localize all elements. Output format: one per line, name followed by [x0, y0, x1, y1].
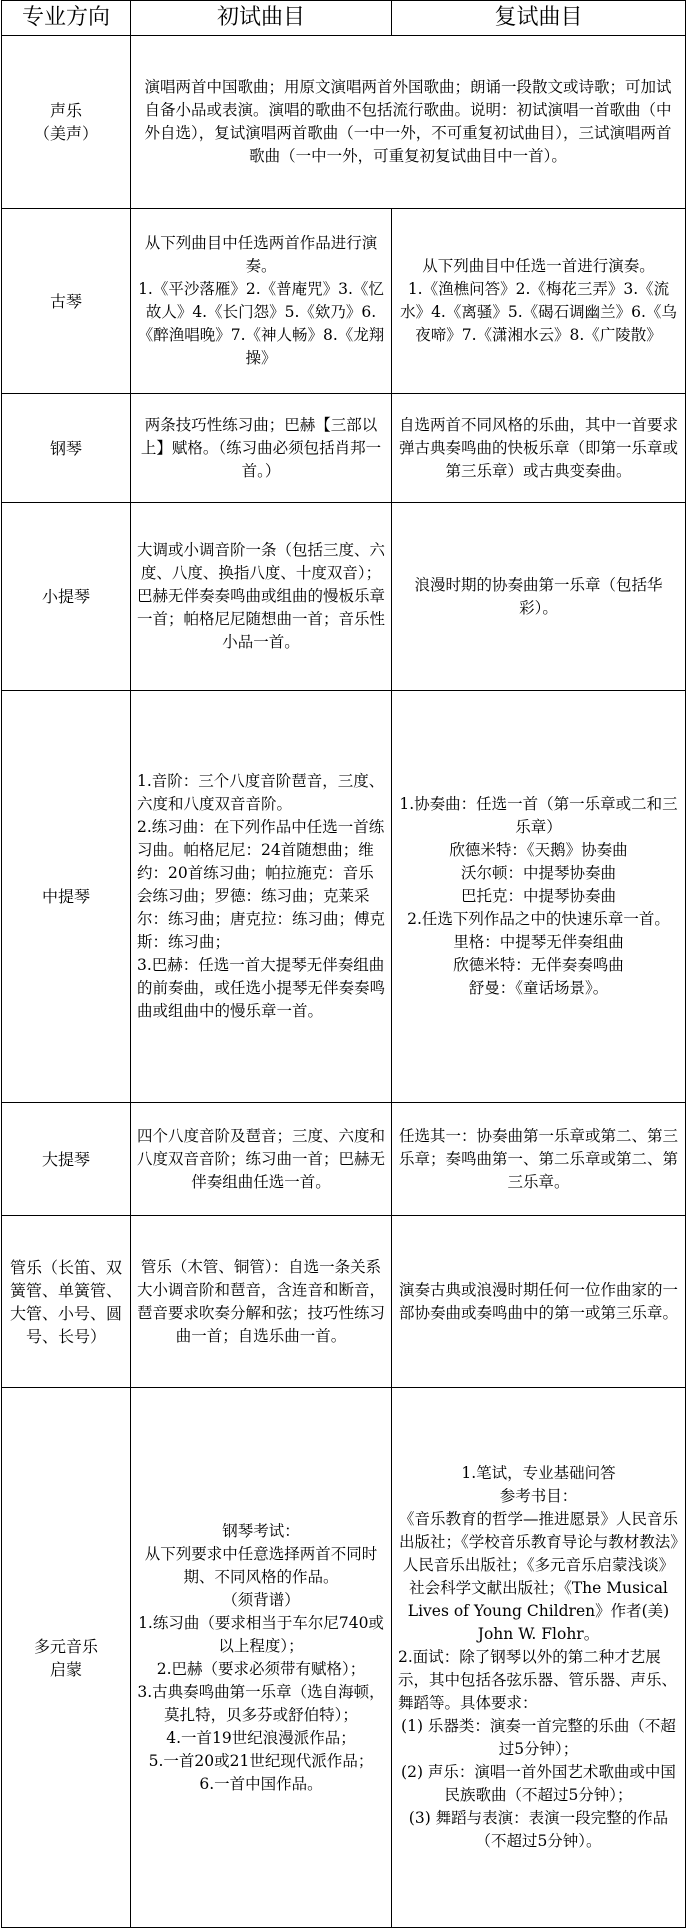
requirements-text: 1.音阶：三个八度音阶琶音，三度、六度和八度双音音阶。 — [137, 772, 385, 813]
requirements-text: 欣德米特：《天鹅》协奏曲 — [449, 841, 628, 859]
requirements-text: 舒曼：《童话场景》。 — [468, 979, 609, 997]
requirements-text: 沃尔顿：中提琴协奏曲 — [460, 864, 616, 882]
first-round-cell — [131, 209, 392, 394]
table-row-guqin — [2, 209, 686, 394]
requirements-text: 从下列曲目中任选两首作品进行演奏。 — [144, 234, 378, 275]
table-row-music-enlightenment — [2, 1388, 686, 1928]
requirements-text: 演唱两首中国歌曲；用原文演唱两首外国歌曲；朗诵一段散文或诗歌；可加试自备小品或表演。演唱的歌曲不包括流行歌曲。说明：初试演唱一首歌曲（中外自选），复试演唱两首歌曲（一中一外，不可重复初试曲目），三试演唱两首歌曲（一中一外，可重复初复试曲目中一首）。 — [144, 78, 672, 165]
direction-cell — [2, 691, 131, 1103]
first-round-cell — [131, 1388, 392, 1928]
requirements-text: 2.巴赫（要求必须带有赋格）； — [156, 1659, 366, 1678]
requirements-text: 钢琴考试： — [222, 1521, 300, 1540]
second-round-cell — [392, 209, 686, 394]
requirements-text: 浪漫时期的协奏曲第一乐章（包括华彩）。 — [414, 575, 663, 617]
requirements-text: （须背谱） — [222, 1590, 300, 1609]
second-round-cell — [392, 1388, 686, 1928]
header-row — [2, 1, 686, 36]
requirements-text: 2.面试：除了钢琴以外的第二种才艺展示，其中包括各弦乐器、管乐器、声乐、舞蹈等。具体要求： — [398, 1648, 678, 1712]
requirements-text: 1.《平沙落雁》2.《普庵咒》3.《忆故人》4.《长门怨》5.《欸乃》6.《醉渔唱晚》7.《神人畅》8.《龙翔操》 — [137, 280, 385, 367]
direction-label: 启蒙 — [49, 1659, 82, 1679]
requirements-text: 6.一首中国作品。 — [199, 1774, 323, 1793]
requirements-text: 《音乐教育的哲学—推进愿景》人民音乐出版社；《学校音乐教育导论与教材教法》人民音乐出版社；《多元音乐启蒙浅谈》社会科学文献出版社；《The Musical Lives of Young Children》作者(美) John W. Flohr。 — [398, 1510, 678, 1643]
first-round-cell — [131, 691, 392, 1103]
requirements-text: (3) 舞蹈与表演：表演一段完整的作品（不超过5分钟）。 — [408, 1809, 669, 1850]
direction-cell — [2, 394, 131, 503]
requirements-text: 从下列要求中任意选择两首不同时期、不同风格的作品。 — [144, 1544, 378, 1586]
requirements-text: 4.一首19世纪浪漫派作品； — [166, 1728, 356, 1747]
requirements-text: 大调或小调音阶一条（包括三度、六度、八度、换指八度、十度双音）；巴赫无伴奏奏鸣曲或组曲的慢板乐章一首；帕格尼尼随想曲一首；音乐性小品一首。 — [137, 541, 386, 651]
second-round-cell — [392, 1216, 686, 1388]
direction-cell — [2, 36, 131, 209]
direction-cell — [2, 1388, 131, 1928]
second-round-cell — [392, 503, 686, 691]
first-round-cell — [131, 394, 392, 503]
requirements-text: 欣德米特：无伴奏奏鸣曲 — [453, 956, 624, 974]
requirements-text: 1.协奏曲：任选一首（第一乐章或二和三乐章） — [399, 795, 678, 836]
first-round-cell — [131, 1103, 392, 1216]
requirements-text: 3.古典奏鸣曲第一乐章（选自海顿，莫扎特，贝多芬或舒伯特）； — [137, 1682, 385, 1724]
direction-label: 管乐（长笛、双簧管、单簧管、大管、小号、圆号、长号） — [9, 1257, 122, 1346]
requirements-text: 参考书目： — [499, 1487, 578, 1505]
requirements-text: 巴托克：中提琴协奏曲 — [460, 887, 616, 905]
header-second-round: 复试曲目 — [392, 1, 686, 36]
table-row-cello — [2, 1103, 686, 1216]
requirements-text: 任选其一：协奏曲第一乐章或第二、第三乐章；奏鸣曲第一、第二乐章或第二、第三乐章。 — [398, 1126, 678, 1191]
header-direction: 专业方向 — [2, 1, 131, 36]
requirements-text: (2) 声乐：演唱一首外国艺术歌曲或中国民族歌曲（不超过5分钟）； — [401, 1763, 676, 1804]
direction-label: 中提琴 — [41, 887, 90, 906]
requirements-text: 两条技巧性练习曲；巴赫【三部以上】赋格。（练习曲必须包括肖邦一首。） — [140, 415, 382, 480]
table-row-viola — [2, 691, 686, 1103]
direction-cell — [2, 1103, 131, 1216]
direction-label: 古琴 — [49, 291, 82, 311]
direction-cell — [2, 209, 131, 394]
direction-label: 大提琴 — [41, 1149, 90, 1169]
requirements-text: 演奏古典或浪漫时期任何一位作曲家的一部协奏曲或奏鸣曲中的第一或第三乐章。 — [398, 1280, 678, 1322]
second-round-cell — [392, 1103, 686, 1216]
direction-cell — [2, 1216, 131, 1388]
requirements-text: 管乐（木管、铜管）：自选一条关系大小调音阶和琶音，含连音和断音，琶音要求吹奏分解和弦；技巧性练习曲一首；自选乐曲一首。 — [137, 1257, 386, 1345]
curriculum-table — [1, 0, 686, 1928]
requirements-text: 里格：中提琴无伴奏组曲 — [453, 933, 624, 951]
requirements-text: 1.笔试，专业基础问答 — [461, 1464, 616, 1482]
direction-label: 钢琴 — [49, 438, 82, 458]
table-row-winds — [2, 1216, 686, 1388]
requirements-text: 3.巴赫：任选一首大提琴无伴奏组曲的前奏曲，或任选小提琴无伴奏奏鸣曲或组曲中的慢乐章一首。 — [137, 956, 386, 1020]
requirements-text: (1) 乐器类：演奏一首完整的乐曲（不超过5分钟）； — [401, 1717, 676, 1758]
requirements-text: 5.一首20或21世纪现代派作品； — [148, 1751, 374, 1770]
direction-label: （美声） — [33, 124, 98, 143]
requirements-text: 四个八度音阶及琶音；三度、六度和八度双音音阶；练习曲一首；巴赫无伴奏组曲任选一首。 — [137, 1126, 386, 1191]
direction-cell — [2, 503, 131, 691]
requirements-text: 2.任选下列作品之中的快速乐章一首。 — [407, 910, 670, 928]
header-first-round: 初试曲目 — [131, 1, 392, 36]
requirements-text: 从下列曲目中任选一首进行演奏。 — [422, 257, 655, 275]
first-round-cell — [131, 1216, 392, 1388]
table-row-piano — [2, 394, 686, 503]
direction-label: 多元音乐 — [33, 1636, 98, 1656]
direction-label: 小提琴 — [41, 587, 90, 606]
direction-label: 声乐 — [49, 101, 82, 120]
requirements-text: 1.《渔樵问答》2.《梅花三弄》3.《流水》4.《离骚》5.《碣石调幽兰》6.《乌夜啼》7.《潇湘水云》8.《广陵散》 — [400, 280, 677, 344]
table-row-violin — [2, 503, 686, 691]
requirements-text: 1.练习曲（要求相当于车尔尼740或以上程度）； — [138, 1613, 384, 1655]
first-round-cell — [131, 503, 392, 691]
requirements-text: 自选两首不同风格的乐曲，其中一首要求弹古典奏鸣曲的快板乐章（即第一乐章或第三乐章）或古典变奏曲。 — [398, 415, 678, 480]
requirements-text: 2.练习曲：在下列作品中任选一首练习曲。帕格尼尼：24首随想曲；维约：20首练习曲；帕拉施克：音乐会练习曲；罗德：练习曲；克莱采尔：练习曲；唐克拉：练习曲；傅克斯：练习曲； — [137, 818, 386, 951]
table-row-vocal — [2, 36, 686, 209]
second-round-cell — [392, 691, 686, 1103]
merged-requirements-cell — [131, 36, 686, 209]
second-round-cell — [392, 394, 686, 503]
